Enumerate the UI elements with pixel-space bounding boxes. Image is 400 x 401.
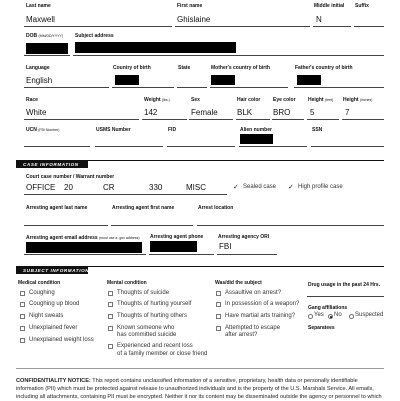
race-label: Race — [26, 97, 38, 103]
mental-checkbox[interactable] — [108, 314, 113, 319]
agent-last-name-label: Arresting agent last name — [26, 205, 88, 211]
notice-heading: CONFIDENTIALITY NOTICE: — [16, 378, 91, 384]
was-did-item: Attempted to escape — [225, 325, 281, 331]
gang-yes-radio[interactable] — [308, 314, 313, 319]
redacted-mothers-country — [211, 75, 235, 85]
drug-usage-label: Drug usage in the past 24 Hrs. — [308, 282, 380, 288]
high-profile-label: High profile case — [298, 184, 343, 190]
gang-yes-label: Yes — [314, 312, 324, 318]
suffix-label: Suffix — [355, 3, 369, 9]
mental-item: Thoughts of hurting others — [117, 313, 188, 319]
court-case-part-4[interactable]: 330 — [149, 183, 163, 192]
redacted-country-of-birth — [115, 75, 139, 85]
court-case-part-3[interactable]: CR — [103, 183, 115, 192]
agency-ori-value[interactable]: FBI — [219, 242, 232, 251]
gang-suspected-label: Suspected — [355, 312, 384, 318]
was-did-item: Assaultive on arrest? — [225, 290, 282, 296]
height-feet-label: Height (feet) — [308, 97, 334, 103]
subject-information-header: SUBJECT INFORMATION — [16, 266, 384, 275]
notice-divider — [16, 368, 384, 369]
sex-value[interactable]: Female — [191, 108, 218, 117]
sealed-case-check-icon[interactable]: ✓ — [233, 184, 239, 191]
gang-suspected-radio[interactable] — [349, 314, 354, 319]
language-value[interactable]: English — [26, 76, 53, 85]
height-inches-value[interactable]: 7 — [345, 108, 350, 117]
redacted-fathers-country — [297, 75, 321, 85]
medical-item: Coughing — [29, 290, 55, 296]
court-case-part-1[interactable]: OFFICE — [26, 183, 56, 192]
gang-no-label: No — [334, 312, 342, 318]
first-name-label: First name — [177, 3, 203, 9]
sealed-case-label: Sealed case — [243, 184, 277, 190]
country-of-birth-label: Country of birth — [113, 65, 151, 71]
last-name-label: Last name — [26, 3, 51, 9]
redacted-address — [75, 42, 236, 53]
state-label: State — [178, 65, 191, 71]
mental-item-continued: of a family member or close friend — [117, 351, 208, 357]
was-did-subject-label: Was/did the subject — [215, 280, 262, 286]
mental-checkbox[interactable] — [108, 326, 113, 331]
high-profile-check-icon[interactable]: ✓ — [288, 184, 294, 191]
middle-initial-value[interactable]: N — [316, 15, 322, 24]
mental-item: Thoughts of hurting yourself — [117, 301, 192, 307]
mental-item-continued: has committed suicide — [117, 332, 177, 338]
court-case-label: Court case number / Warrant number — [26, 174, 115, 180]
agent-email-label: Arresting agent email address (must use a .gov address) — [26, 235, 140, 241]
redacted-alien-number — [240, 134, 273, 144]
ssn-label: SSN — [312, 127, 323, 133]
agency-ori-label: Arresting agency ORI — [218, 234, 270, 240]
arrest-location-label: Arrest location — [198, 205, 234, 211]
gang-no-radio[interactable] — [328, 314, 333, 319]
middle-initial-label: Middle initial — [314, 3, 345, 9]
mental-condition-label: Mental condition — [107, 280, 147, 286]
sex-label: Sex — [191, 97, 200, 103]
mental-item: Experienced and recent loss — [117, 343, 193, 349]
race-value[interactable]: White — [26, 108, 47, 117]
medical-checkbox[interactable] — [20, 338, 25, 343]
was-did-checkbox[interactable] — [216, 291, 221, 296]
agent-phone-label: Arresting agent phone — [150, 234, 204, 240]
confidentiality-notice — [16, 377, 386, 401]
subject-address-label: Subject address — [75, 33, 114, 39]
mental-checkbox[interactable] — [108, 291, 113, 296]
usms-number-label: USMS Number — [96, 127, 131, 133]
medical-item: Unexplained fever — [29, 325, 78, 331]
mental-item: Thoughts of suicide — [117, 290, 170, 296]
case-information-header: CASE INFORMATION — [16, 160, 384, 169]
gang-affiliations-label: Gang affiliations — [308, 305, 348, 311]
medical-item: Coughing up blood — [29, 301, 80, 307]
redacted-agent-email — [26, 242, 142, 253]
weight-value[interactable]: 142 — [144, 108, 158, 117]
fathers-country-label: Father's country of birth — [295, 65, 353, 71]
was-did-checkbox[interactable] — [216, 302, 221, 307]
eye-color-label: Eye color — [273, 97, 296, 103]
medical-condition-label: Medical condition — [18, 280, 61, 286]
eye-color-value[interactable]: BRO — [273, 108, 291, 117]
weight-label: Weight (lbs.) — [144, 97, 170, 103]
height-feet-value[interactable]: 5 — [310, 108, 315, 117]
fid-label: FID — [168, 127, 177, 133]
medical-checkbox[interactable] — [20, 314, 25, 319]
redacted-agent-phone — [150, 241, 197, 252]
was-did-item: In possession of a weapon? — [225, 301, 300, 307]
ucn-label: UCN (FBI Number) — [26, 127, 60, 133]
mental-checkbox[interactable] — [108, 344, 113, 349]
alien-number-label: Alien number — [240, 127, 272, 133]
mental-item: Known someone who — [117, 325, 175, 331]
medical-checkbox[interactable] — [20, 302, 25, 307]
redacted-dob — [26, 43, 68, 54]
medical-item: Night sweats — [29, 313, 64, 319]
was-did-item: Have martial arts training? — [225, 313, 296, 319]
agent-first-name-label: Arresting agent first name — [112, 205, 175, 211]
separatees-label: Separatees — [308, 325, 335, 331]
hair-color-value[interactable]: BLK — [237, 108, 253, 117]
last-name-value[interactable]: Maxwell — [26, 15, 55, 24]
mental-checkbox[interactable] — [108, 302, 113, 307]
was-did-checkbox[interactable] — [216, 314, 221, 319]
was-did-checkbox[interactable] — [216, 326, 221, 331]
language-label: Language — [26, 65, 50, 71]
was-did-item-continued: after arrest? — [225, 332, 258, 338]
notice-text: This report contains unclassified information of a sensitive, proprietary, health data or personally identifiable information (PII) which must be protected against release to unauthorized individuals and is the property of the U.S. Marshals Service. All emails, including all attachments, containing PII must be encrypted. Neither it nor its content may be disseminated outside the agency or personnel to which — [16, 378, 382, 400]
dob-label: DOB (MM/DD/YYYY) — [26, 33, 64, 39]
medical-checkbox[interactable] — [20, 291, 25, 296]
medical-item: Unexplained weight loss — [29, 337, 94, 343]
first-name-value[interactable]: Ghislaine — [177, 15, 211, 24]
mothers-country-label: Mother's country of birth — [211, 65, 270, 71]
medical-checkbox[interactable] — [20, 326, 25, 331]
hair-color-label: Hair color — [237, 97, 261, 103]
height-inches-label: Height (inches) — [343, 97, 373, 103]
court-case-part-5[interactable]: MISC — [186, 183, 206, 192]
court-case-part-2[interactable]: 20 — [64, 183, 73, 192]
